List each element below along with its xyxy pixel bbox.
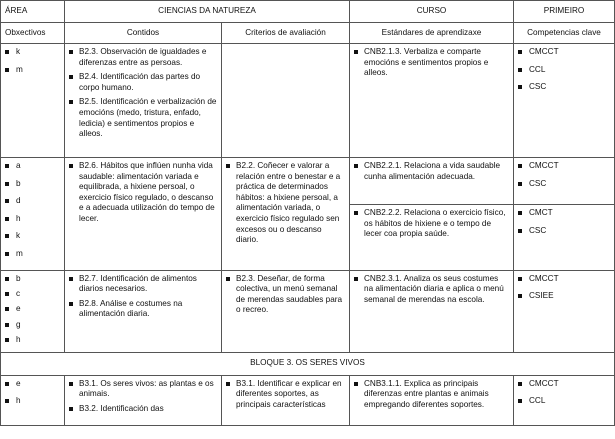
competences-cell xyxy=(514,375,615,425)
table-row xyxy=(1,375,615,425)
objective-item: b xyxy=(5,179,60,190)
area-label: ÁREA xyxy=(1,1,65,23)
table-row xyxy=(1,270,615,352)
competence-item: CMCCT xyxy=(518,274,610,285)
competence-item: CMCCT xyxy=(518,379,610,390)
objectives-cell xyxy=(1,375,65,425)
standards-cell xyxy=(350,44,514,158)
objective-item: e xyxy=(5,379,60,390)
content-item: B2.5. Identificación e verbalización de emocións (medo, tristura, enfado, ledicia) e sentimentos propios e alleos. xyxy=(69,97,217,139)
competences-subcell xyxy=(514,158,614,205)
standard-item: CNB2.1.3. Verbaliza e comparte emocións e sentimentos propios e alleos. xyxy=(354,47,509,79)
criteria-item: B2.3. Deseñar, de forma colectiva, un menú semanal de merendas saudables para o recreo. xyxy=(226,274,345,316)
competences-cell xyxy=(514,158,615,271)
objective-item: c xyxy=(5,289,60,298)
competence-item: CSIEE xyxy=(518,291,610,302)
course-label: CURSO xyxy=(350,1,514,23)
col-objectives: Obxectivos xyxy=(1,23,65,44)
contents-cell xyxy=(65,44,222,158)
objective-item: h xyxy=(5,335,60,344)
contents-cell xyxy=(65,270,222,352)
criteria-item: B2.2. Coñecer e valorar a relación entre o benestar e a práctica de determinados hábitos: a hixiene persoal, a alimentación variada, o exercicio físico regulado sen excesos ou o descanso diario. xyxy=(226,161,345,246)
standard-item: CNB3.1.1. Explica as principais diferenzas entre plantas e animais empregando diferentes soportes. xyxy=(354,379,509,411)
block-title-row xyxy=(1,352,615,375)
competence-item: CMCCT xyxy=(518,161,610,172)
objective-item: a xyxy=(5,161,60,172)
content-item: B2.6. Hábitos que inflúen nunha vida saudable: alimentación variada e equilibrada, a hixiene persoal, o exercicio físico regulado, o descanso e a adecuada utilización do tempo de lecer. xyxy=(69,161,217,225)
criteria-cell xyxy=(222,375,350,425)
objective-item: b xyxy=(5,274,60,283)
competence-item: CCL xyxy=(518,396,610,407)
standards-cell xyxy=(350,375,514,425)
block-title: BLOQUE 3. OS SERES VIVOS xyxy=(1,352,615,375)
subject-title: CIENCIAS DA NATUREZA xyxy=(65,1,350,23)
content-item: B2.8. Análise e costumes na alimentación diaria. xyxy=(69,299,217,320)
competence-item: CSC xyxy=(518,226,610,237)
objective-item: m xyxy=(5,249,60,260)
table-row xyxy=(1,158,615,271)
contents-cell xyxy=(65,375,222,425)
criteria-cell xyxy=(222,270,350,352)
standards-cell xyxy=(350,158,514,271)
competences-cell xyxy=(514,270,615,352)
competence-item: CMCT xyxy=(518,208,610,219)
standards-subcell xyxy=(350,158,513,205)
objective-item: k xyxy=(5,47,60,58)
level-label: PRIMEIRO xyxy=(514,1,615,23)
objective-item: e xyxy=(5,304,60,313)
content-item: B3.2. Identificación das xyxy=(69,404,217,415)
header-row xyxy=(1,1,615,23)
standards-subcell xyxy=(350,205,513,247)
col-competences: Competencias clave xyxy=(514,23,615,44)
contents-cell xyxy=(65,158,222,271)
column-header-row xyxy=(1,23,615,44)
objective-item: h xyxy=(5,214,60,225)
objectives-cell xyxy=(1,158,65,271)
table-row xyxy=(1,44,615,158)
content-item: B3.1. Os seres vivos: as plantas e os animais. xyxy=(69,379,217,400)
objective-item: h xyxy=(5,396,60,407)
objective-item: k xyxy=(5,231,60,242)
competence-item: CSC xyxy=(518,179,610,190)
criteria-cell xyxy=(222,44,350,158)
competences-subcell xyxy=(514,205,614,246)
standard-item: CNB2.2.2. Relaciona o exercicio físico, os hábitos de hixiene e o tempo de lecer coa propia saúde. xyxy=(354,208,509,240)
objective-item: d xyxy=(5,196,60,207)
col-standards: Estándares de aprendizaxe xyxy=(350,23,514,44)
standard-item: CNB2.2.1. Relaciona a vida saudable cunha alimentación adecuada. xyxy=(354,161,509,182)
content-item: B2.4. Identificación das partes do corpo humano. xyxy=(69,72,217,93)
competence-item: CCL xyxy=(518,65,610,76)
criteria-item: B3.1. Identificar e explicar en diferentes soportes, as principais características xyxy=(226,379,345,411)
objectives-cell xyxy=(1,270,65,352)
objective-item: m xyxy=(5,65,60,76)
competence-item: CMCCT xyxy=(518,47,610,58)
standard-item: CNB2.3.1. Analiza os seus costumes na alimentación diaria e aplica o menú semanal de merendas na escola. xyxy=(354,274,509,306)
content-item: B2.3. Observación de igualdades e diferenzas entre as persoas. xyxy=(69,47,217,68)
col-criteria: Criterios de avaliación xyxy=(222,23,350,44)
content-item: B2.7. Identificación de alimentos diarios necesarios. xyxy=(69,274,217,295)
standards-cell xyxy=(350,270,514,352)
competences-cell xyxy=(514,44,615,158)
col-contents: Contidos xyxy=(65,23,222,44)
objectives-cell xyxy=(1,44,65,158)
criteria-cell xyxy=(222,158,350,271)
objective-item: g xyxy=(5,320,60,329)
competence-item: CSC xyxy=(518,82,610,93)
